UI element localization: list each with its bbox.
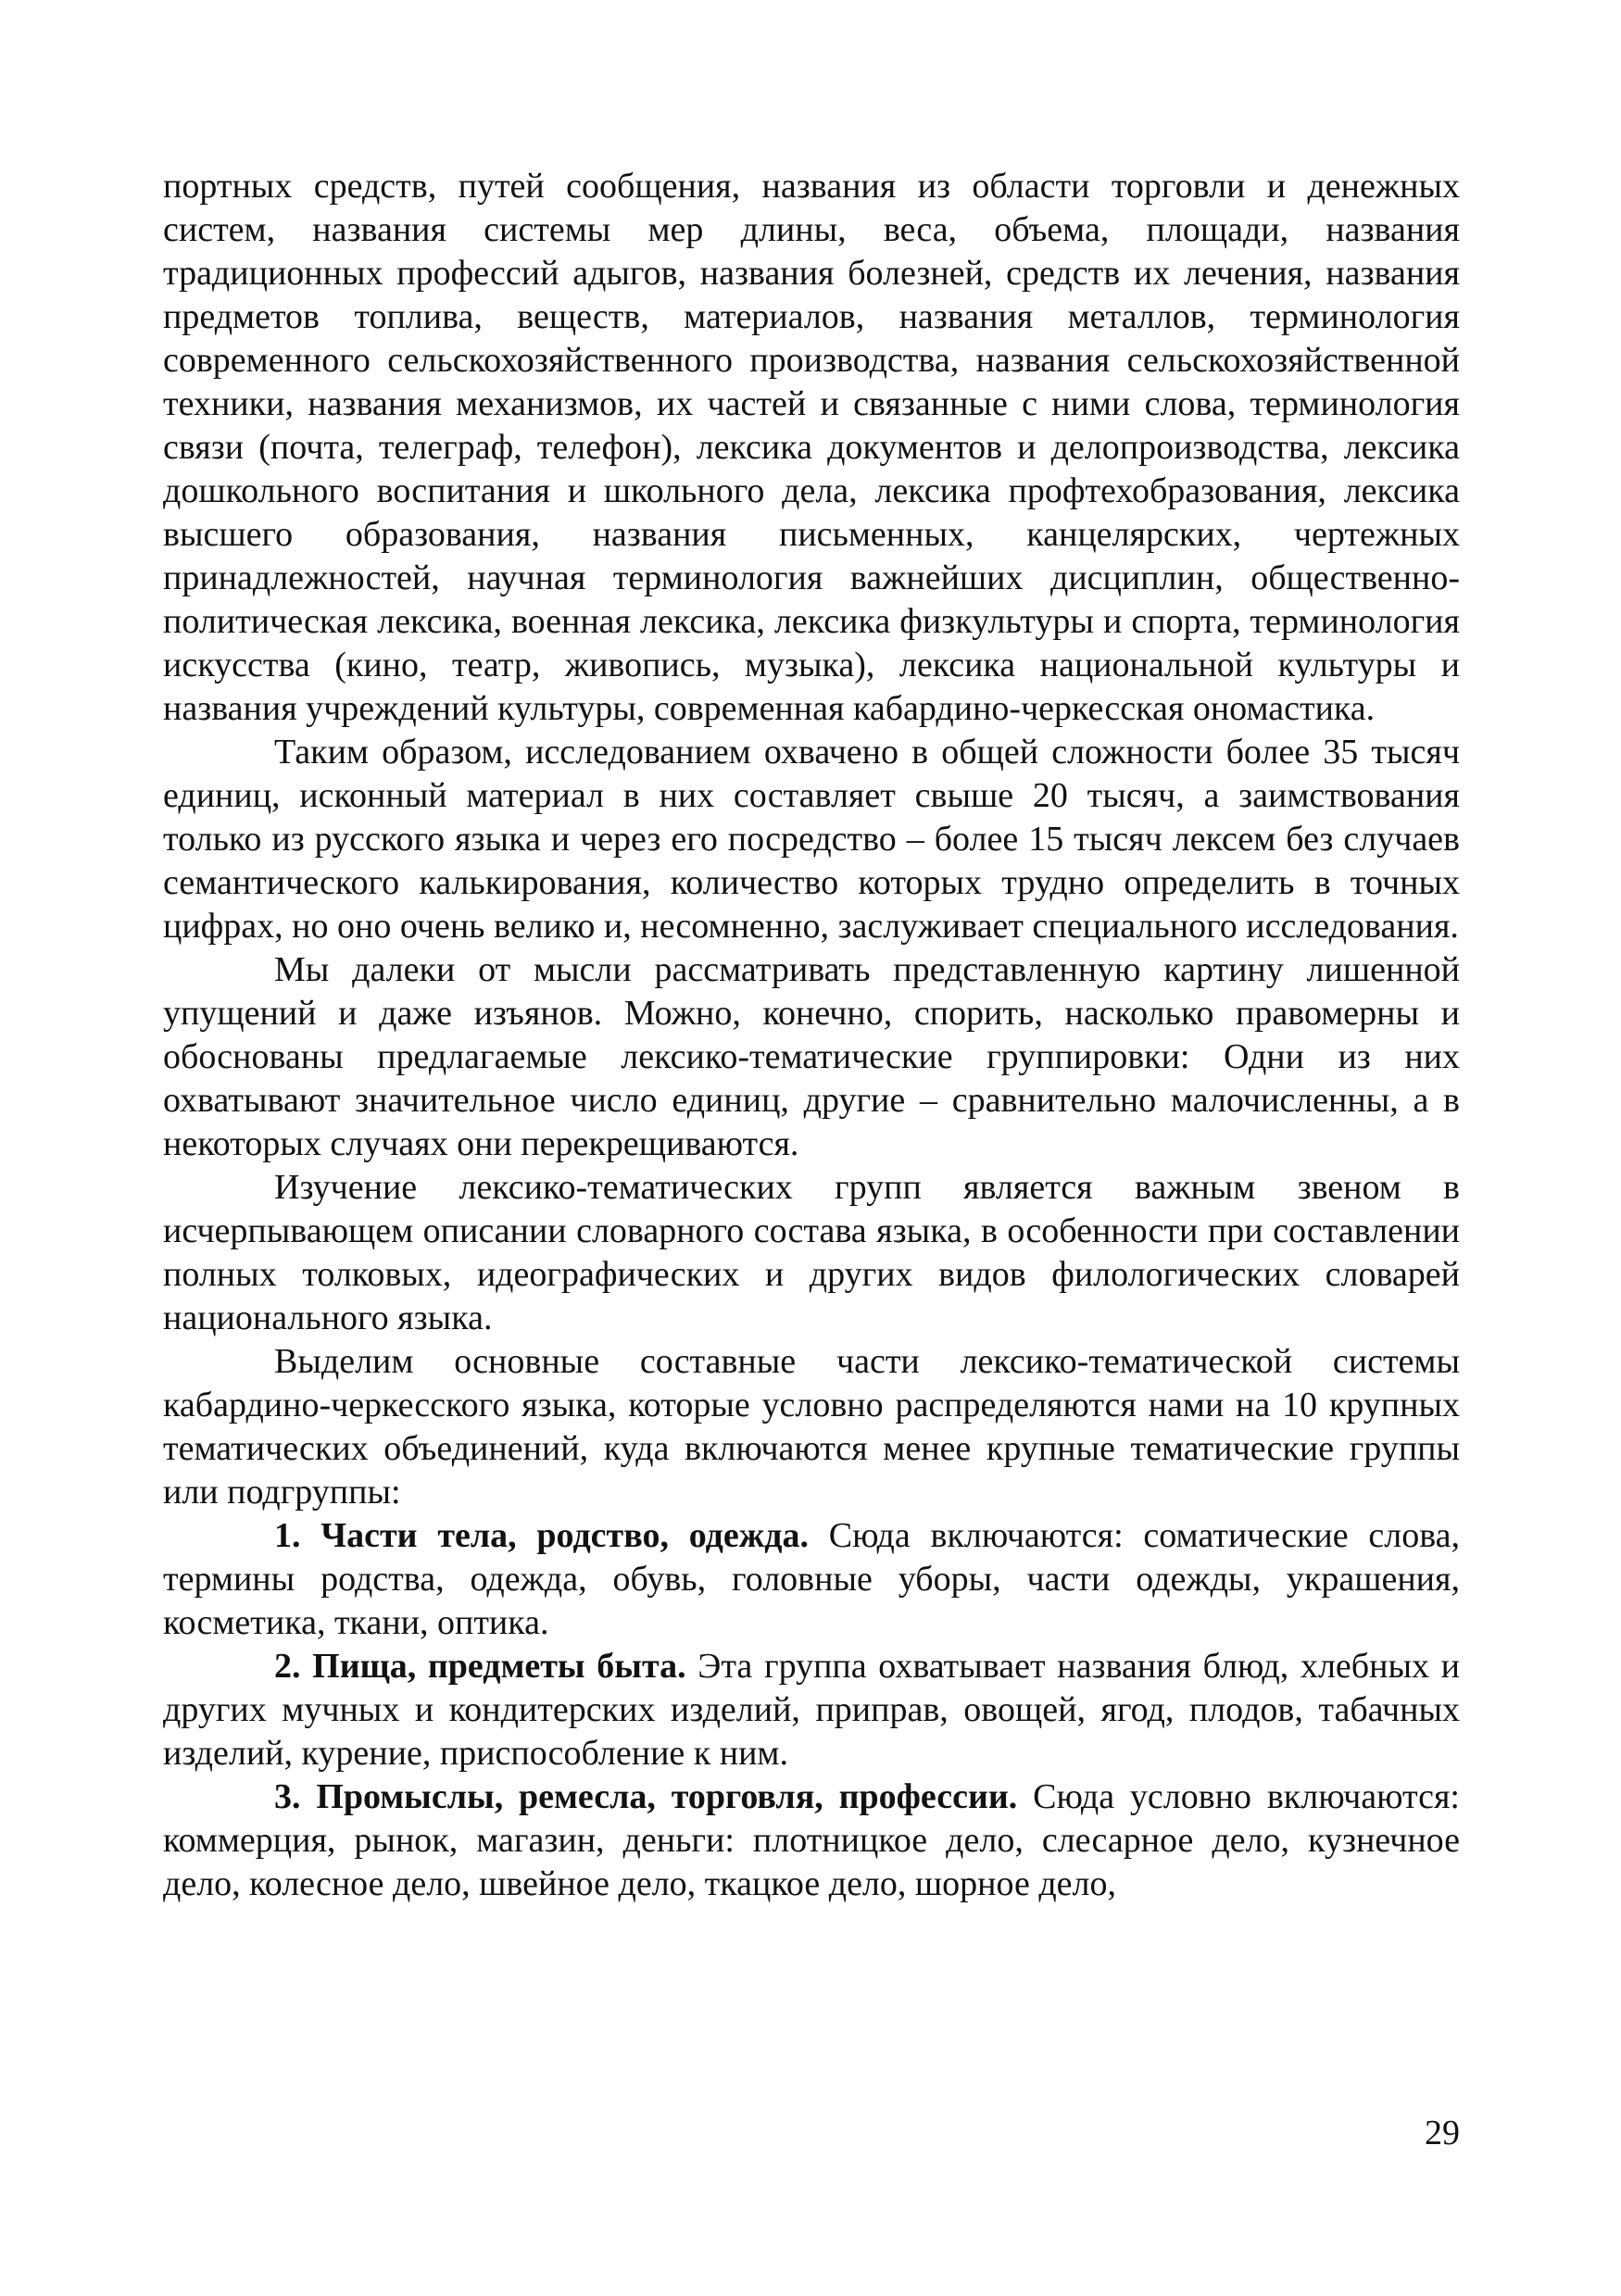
section-item-1 bbox=[163, 1514, 1460, 1645]
section-item-2 bbox=[163, 1645, 1460, 1775]
paragraph-importance: Изучение лексико-тематических групп является важным звеном в исчерпывающем описании словарного состава языка, в особенности при составлении полных толковых, идеографических и других видов филологических словарей национального языка. bbox=[163, 1168, 1460, 1337]
paragraph-continuation: портных средств, путей сообщения, названия из области торговли и денежных систем, названия системы мер длины, веса, объема, площади, названия традиционных профессий адыгов, названия болезней, средств их лечения, названия предметов топлива, веществ, материалов, названия металлов, терминология современного сельскохозяйственного производства, названия сельскохозяйственной техники, названия механизмов, их частей и связанные с ними слова, терминология связи (почта, телеграф, телефон), лексика документов и делопроизводства, лексика дошкольного воспитания и школьного дела, лексика профтехобразования, лексика высшего образования, названия письменных, канцелярских, чертежных принадлежностей, научная терминология важнейших дисциплин, общественно-политическая лексика, военная лексика, лексика физкультуры и спорта, терминология искусства (кино, театр, живопись, музыка), лексика национальной культуры и названия учреждений культуры, современная кабардино-черкесская ономастика. bbox=[163, 167, 1460, 728]
paragraph-groups-intro: Выделим основные составные части лексико-тематической системы кабардино-черкесского языка, которые условно распределяются нами на 10 крупных тематических объединений, куда включаются менее крупные тематические группы или подгруппы: bbox=[163, 1342, 1460, 1512]
section-text-1: Сюда включаются: соматические слова, термины родства, одежда, обувь, головные уборы, части одежды, украшения, косметика, ткани, оптика. bbox=[163, 1516, 1460, 1642]
body-text bbox=[163, 165, 1460, 1906]
section-text-3: Сюда условно включаются: коммерция, рынок, магазин, деньги: плотницкое дело, слесарное дело, кузнечное дело, колесное дело, швейное дело, ткацкое дело, шорное дело, bbox=[163, 1777, 1460, 1903]
section-title-3: 3. Промыслы, ремесла, торговля, профессии. bbox=[274, 1777, 1018, 1816]
page-number: 29 bbox=[1425, 2114, 1460, 2152]
section-item-3 bbox=[163, 1775, 1460, 1906]
paragraph-limitations: Мы далеки от мысли рассматривать представленную картину лишенной упущений и даже изъянов. Можно, конечно, спорить, насколько правомерны и обоснованы предлагаемые лексико-тематические группировки: Одни из них охватывают значительное число единиц, другие – сравнительно малочисленны, а в некоторых случаях они перекрещиваются. bbox=[163, 950, 1460, 1163]
paragraph-summary: Таким образом, исследованием охвачено в общей сложности более 35 тысяч единиц, исконный материал в них составляет свыше 20 тысяч, а заимствования только из русского языка и через его посредство – более 15 тысяч лексем без случаев семантического калькирования, количество которых трудно определить в точных цифрах, но оно очень велико и, несомненно, заслуживает специального исследования. bbox=[163, 733, 1460, 946]
section-title-2: 2. Пища, предметы быта. bbox=[274, 1647, 686, 1686]
section-text-2: Эта группа охватывает названия блюд, хлебных и других мучных и кондитерских изделий, приправ, овощей, ягод, плодов, табачных изделий, курение, приспособление к ним. bbox=[163, 1647, 1460, 1773]
section-title-1: 1. Части тела, родство, одежда. bbox=[274, 1516, 809, 1555]
